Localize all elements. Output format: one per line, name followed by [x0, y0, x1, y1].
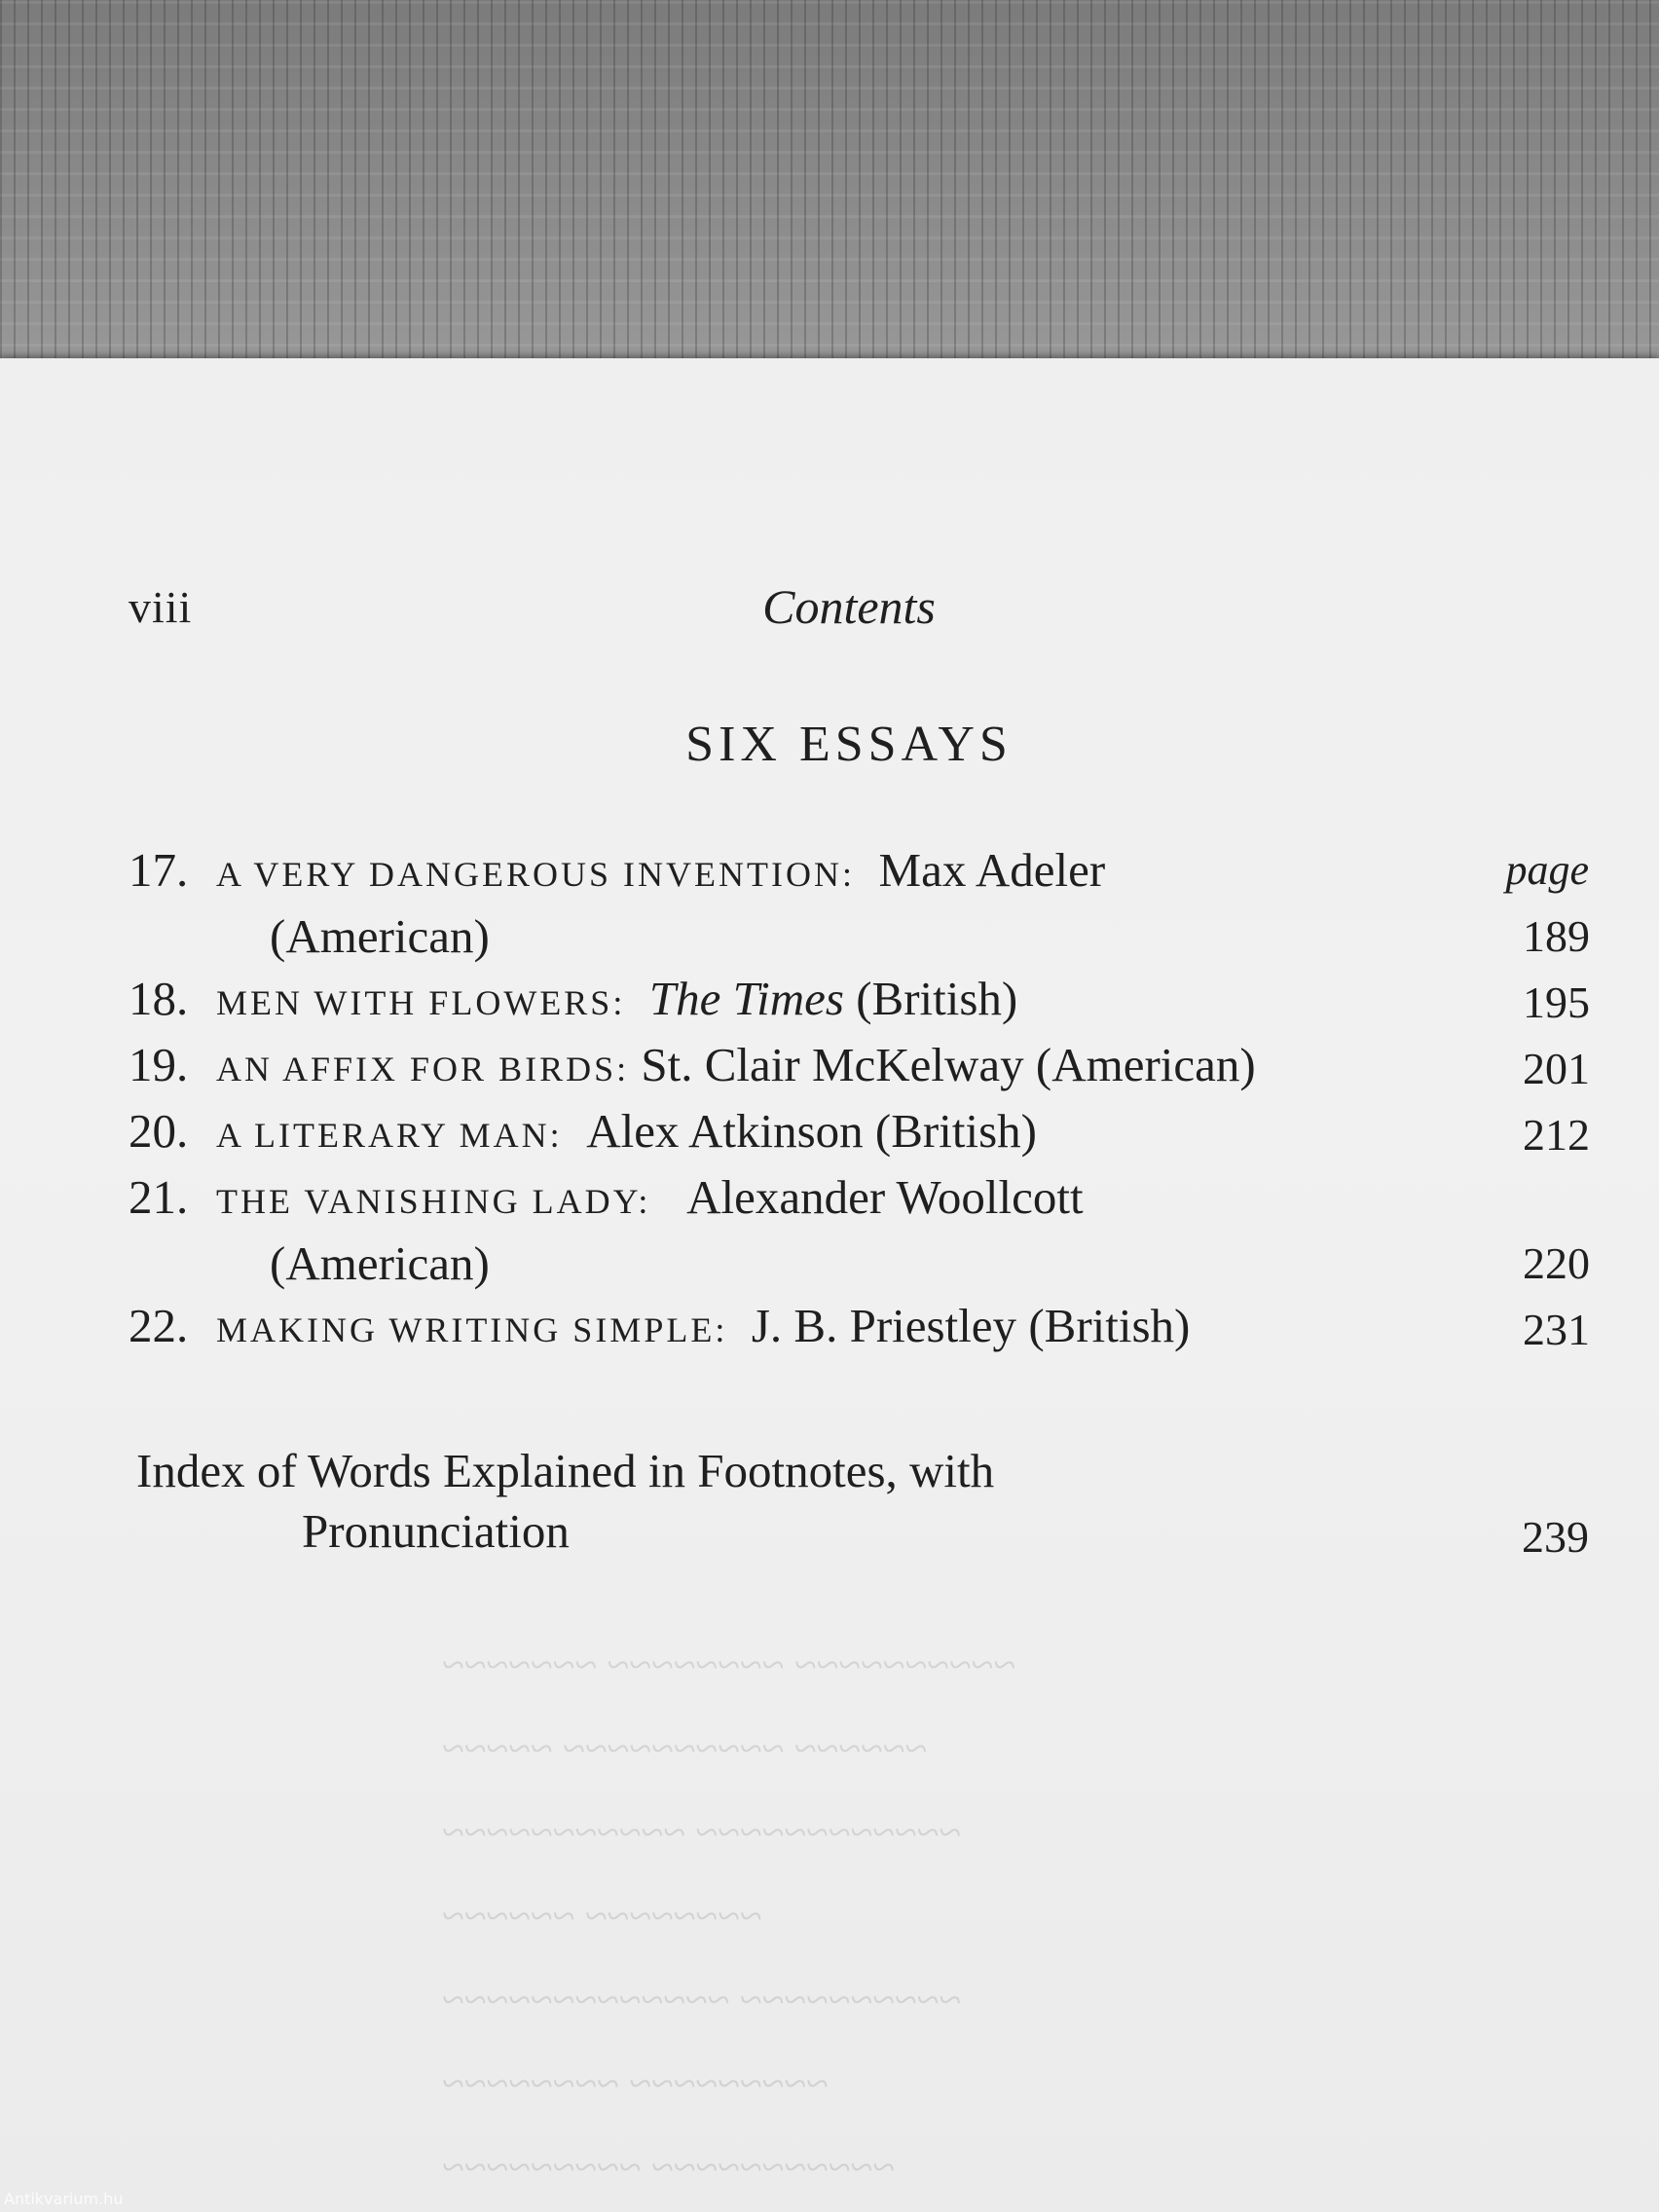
watermark: Antikvarium.hu [4, 2190, 124, 2208]
entry-title: A LITERARY MAN: [216, 1116, 563, 1155]
entry-origin: (British) [1028, 1299, 1191, 1352]
running-head: Contents [762, 579, 936, 634]
entry-title: THE VANISHING LADY: [216, 1182, 651, 1221]
background-surface [0, 0, 1659, 389]
index-title-continued: Pronunciation [302, 1504, 570, 1558]
entry-author: Max Adeler [878, 843, 1106, 897]
toc-entry [129, 968, 1589, 1034]
entry-page: 212 [1523, 1110, 1590, 1160]
entry-number: 22. [129, 1299, 189, 1352]
entry-number: 17. [129, 843, 189, 897]
entry-author: J. B. Priestley [751, 1299, 1017, 1352]
toc-entry [129, 1100, 1589, 1166]
toc-entry [129, 1166, 1589, 1295]
entry-title: MAKING WRITING SIMPLE: [216, 1310, 728, 1349]
entry-author: The Times [648, 972, 844, 1025]
show-through-text: ~~~~~~~~~~ ~~~~~~~~ ~~~~~~~ ~~~~~~ ~~~~~~~~~~ ~~~~~ ~~~~~~~~~~~~ ~~~~~~~~~~~ ~~~~~~~~ ~~~~~~ ~~~~~~~~~~ ~~~~~~~~~~~~~ ~~~~~~~~~ ~~~~~~~~ ~~~~~~~~~~~ ~~~~~~~~~ [442, 1643, 1016, 2191]
entry-origin: (British) [856, 972, 1018, 1025]
table-of-contents [129, 839, 1589, 1361]
entry-author: Alex Atkinson [586, 1104, 864, 1158]
entry-number: 20. [129, 1104, 189, 1158]
toc-entry [129, 1034, 1589, 1100]
entry-title: A VERY DANGEROUS INVENTION: [216, 855, 855, 894]
entry-origin: (American) [270, 1236, 490, 1290]
entry-number: 19. [129, 1038, 189, 1091]
entry-title: AN AFFIX FOR BIRDS: [216, 1050, 630, 1088]
entry-origin: (American) [1035, 1038, 1256, 1091]
entry-number: 21. [129, 1170, 189, 1224]
entry-page: 189 [1523, 911, 1590, 961]
entry-page: 195 [1523, 977, 1590, 1027]
entry-origin: (British) [874, 1104, 1037, 1158]
index-page: 239 [1522, 1512, 1589, 1562]
index-title: Index of Words Explained in Footnotes, with [136, 1444, 995, 1497]
index-entry [136, 1441, 1589, 1562]
page-number: viii [129, 582, 193, 632]
entry-page: 201 [1523, 1044, 1590, 1093]
entry-author: St. Clair McKelway [641, 1038, 1024, 1091]
toc-entry [129, 839, 1589, 968]
section-title: SIX ESSAYS [685, 717, 1013, 772]
entry-title: MEN WITH FLOWERS: [216, 983, 626, 1022]
toc-entry [129, 1295, 1589, 1361]
entry-page: 220 [1523, 1238, 1590, 1288]
page-column-label: page [1505, 846, 1589, 894]
entry-origin: (American) [270, 909, 490, 963]
entry-author: Alexander Woollcott [686, 1170, 1084, 1224]
entry-number: 18. [129, 972, 189, 1025]
entry-page: 231 [1523, 1305, 1590, 1354]
